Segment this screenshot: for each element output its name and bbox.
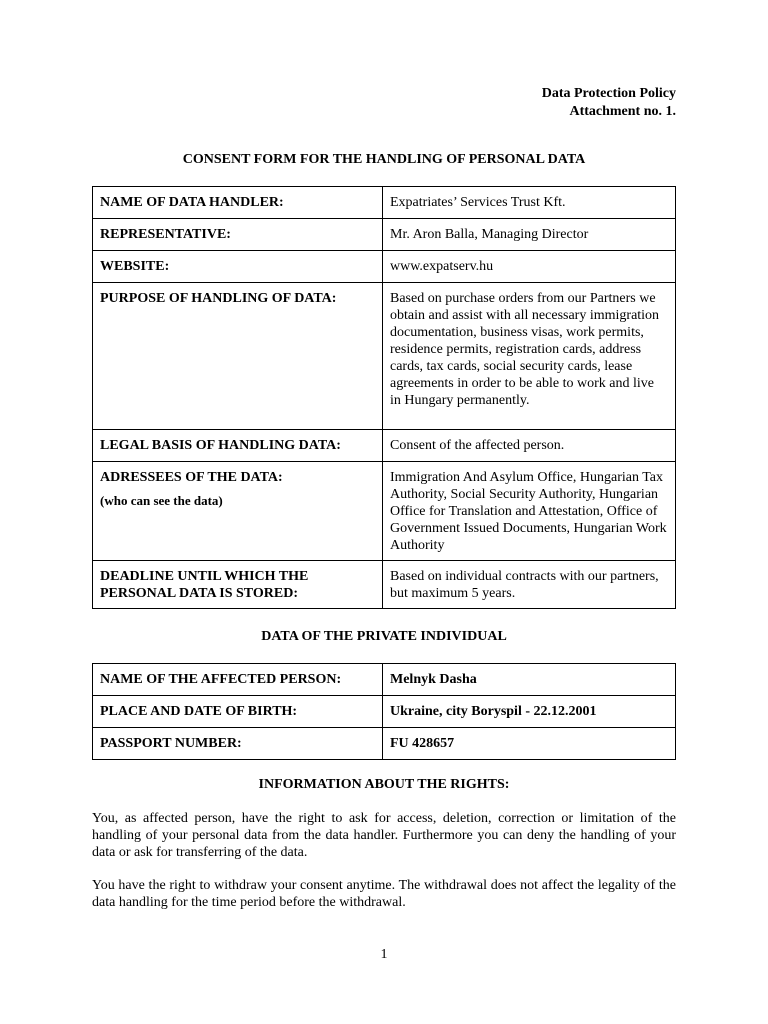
table-row [93,219,676,251]
row-value: Immigration And Asylum Office, Hungarian Tax Authority, Social Security Authority, Hungarian Office for Translation and Attestation, Office of Government Issued Documents, Hungarian Work Authority [383,462,676,561]
form-title: CONSENT FORM FOR THE HANDLING OF PERSONAL DATA [182,152,586,167]
row-value: www.expatserv.hu [383,251,676,283]
row-label-cell [93,462,383,561]
row-value: Based on purchase orders from our Partners we obtain and assist with all necessary immigration documentation, business visas, work permits, residence permits, registration cards, address cards, tax cards, social security cards, lease agreements in order to be able to work and live in Hungary permanently. [383,283,676,430]
row-label: PURPOSE OF HANDLING OF DATA: [93,283,383,430]
row-label: NAME OF THE AFFECTED PERSON: [93,664,383,696]
rights-title: INFORMATION ABOUT THE RIGHTS: [258,777,510,792]
row-value: Mr. Aron Balla, Managing Director [383,219,676,251]
row-value: Based on individual contracts with our partners, but maximum 5 years. [383,561,676,609]
table-row [93,430,676,462]
document-header [542,85,676,121]
table-row [93,251,676,283]
table-row [93,561,676,609]
table-row [93,187,676,219]
row-label: REPRESENTATIVE: [93,219,383,251]
table-row [93,696,676,728]
row-sublabel: (who can see the data) [100,493,223,508]
row-value: Expatriates’ Services Trust Kft. [383,187,676,219]
attachment-number: Attachment no. 1. [569,104,676,119]
private-individual-title: DATA OF THE PRIVATE INDIVIDUAL [261,629,507,644]
table-row [93,462,676,561]
row-value: Consent of the affected person. [383,430,676,462]
rights-paragraph: You, as affected person, have the right to ask for access, deletion, correction or limitation of the handling of your personal data from the data handler. Furthermore you can deny the handling of your data or ask for transferring of the data. [92,811,676,860]
table-row [93,664,676,696]
page-number: 1 [380,947,388,962]
data-handler-table [92,186,676,609]
row-value: Melnyk Dasha [383,664,676,696]
table-row [93,728,676,760]
row-label: ADRESSEES OF THE DATA: [100,470,283,485]
row-label: LEGAL BASIS OF HANDLING DATA: [93,430,383,462]
table-row [93,283,676,430]
row-label: DEADLINE UNTIL WHICH THE PERSONAL DATA IS STORED: [93,561,383,609]
policy-name: Data Protection Policy [541,86,676,101]
row-label: NAME OF DATA HANDLER: [93,187,383,219]
row-value: Ukraine, city Boryspil - 22.12.2001 [383,696,676,728]
withdrawal-paragraph: You have the right to withdraw your consent anytime. The withdrawal does not affect the legality of the data handling for the time period before the withdrawal. [92,878,676,910]
row-value: FU 428657 [383,728,676,760]
row-label: PLACE AND DATE OF BIRTH: [93,696,383,728]
row-label: WEBSITE: [93,251,383,283]
row-label: PASSPORT NUMBER: [93,728,383,760]
private-individual-table [92,663,676,760]
